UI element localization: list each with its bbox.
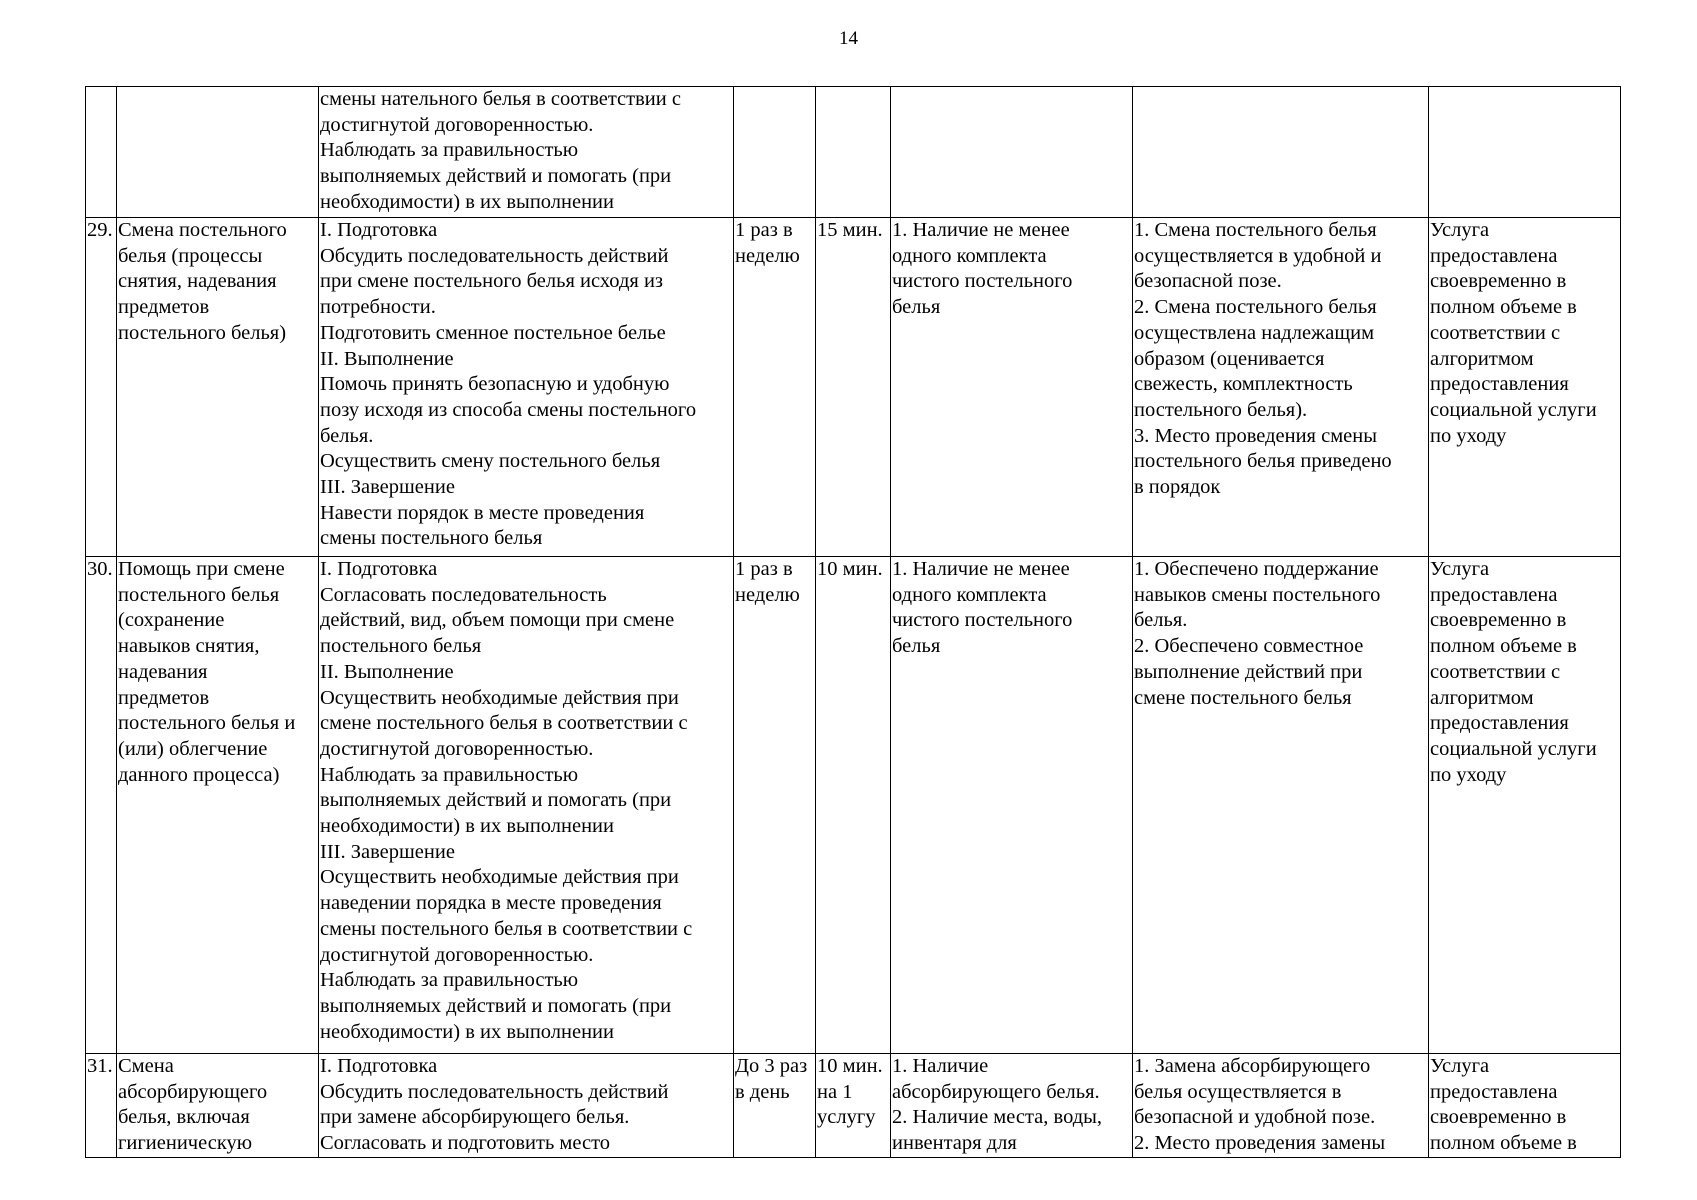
cell-line: белья — [892, 635, 941, 658]
row-number — [86, 557, 117, 1054]
cell-line: безопасной позе. — [1134, 270, 1282, 293]
result-cell — [1429, 218, 1621, 557]
result-cell — [1429, 1054, 1621, 1158]
cell-line: своевременно в — [1430, 609, 1567, 632]
cell-line: 2. Обеспечено совместное — [1134, 635, 1364, 658]
cell-line: осуществлена надлежащим — [1134, 321, 1375, 344]
cell-line: своевременно в — [1430, 1106, 1567, 1129]
cell-line: выполняемых действий и помогать (при — [320, 994, 672, 1017]
duration-cell — [816, 1054, 891, 1158]
procedure-cell — [319, 87, 734, 218]
cell-line: (сохранение — [118, 609, 225, 632]
cell-line: Подготовить сменное постельное белье — [320, 321, 666, 344]
cell-line: белья. — [1134, 609, 1188, 632]
cell-line: 1. Замена абсорбирующего — [1134, 1055, 1371, 1077]
cell-line: белья. — [320, 424, 374, 447]
cell-line: предоставлена — [1430, 583, 1558, 606]
conditions-cell — [891, 557, 1133, 1054]
service-name-cell — [117, 1054, 319, 1158]
cell-line: на 1 — [817, 1080, 853, 1103]
duration-cell — [816, 87, 891, 218]
cell-line: Обсудить последовательность действий — [320, 1080, 669, 1103]
service-name-cell — [117, 87, 319, 218]
table-row — [86, 557, 1621, 1054]
cell-line: Наблюдать за правильностью — [320, 139, 579, 162]
cell-line: Помочь принять безопасную и удобную — [320, 373, 670, 396]
cell-line: 1. Наличие не менее — [892, 558, 1070, 580]
cell-line: смене постельного белья — [1134, 686, 1352, 709]
row-number — [86, 218, 117, 557]
cell-line: Обсудить последовательность действий — [320, 244, 669, 267]
cell-line: при замене абсорбирующего белья. — [320, 1106, 630, 1129]
cell-line: осуществляется в удобной и — [1134, 244, 1382, 267]
cell-line: необходимости) в их выполнении — [320, 815, 614, 838]
result-cell — [1429, 87, 1621, 218]
cell-line: навыков смены постельного — [1134, 583, 1381, 606]
quality-indicators-cell — [1133, 87, 1429, 218]
cell-line: абсорбирующего белья. — [892, 1080, 1100, 1103]
service-name-cell — [117, 557, 319, 1054]
cell-line: Навести порядок в месте проведения — [320, 501, 645, 524]
cell-line: потребности. — [320, 296, 436, 319]
conditions-cell — [891, 87, 1133, 218]
quality-indicators-cell — [1133, 218, 1429, 557]
cell-line: выполнение действий при — [1134, 660, 1363, 683]
row-number-text: 30. — [87, 558, 113, 580]
cell-line: белья, включая — [118, 1106, 250, 1129]
cell-line: Согласовать последовательность — [320, 583, 607, 606]
cell-line: постельного белья приведено — [1134, 450, 1392, 473]
cell-line: услугу — [817, 1106, 876, 1129]
cell-line: алгоритмом — [1430, 347, 1534, 370]
procedure-cell — [319, 557, 734, 1054]
frequency-cell — [734, 557, 816, 1054]
cell-line: данного процесса) — [118, 763, 280, 786]
frequency-cell — [734, 87, 816, 218]
cell-line: навыков снятия, — [118, 635, 260, 658]
cell-line: 15 мин. — [817, 219, 883, 241]
cell-line: белья осуществляется в — [1134, 1080, 1342, 1103]
cell-line: по уходу — [1430, 424, 1507, 447]
cell-line: постельного белья) — [118, 321, 287, 344]
cell-line: смены нательного белья в соответствии с — [320, 88, 681, 110]
cell-line: Услуга — [1430, 1055, 1490, 1077]
cell-line: в день — [735, 1080, 790, 1103]
cell-line: социальной услуги — [1430, 737, 1597, 760]
procedure-cell — [319, 218, 734, 557]
cell-line: II. Выполнение — [320, 347, 454, 370]
cell-line: при смене постельного белья исходя из — [320, 270, 664, 293]
cell-line: белья — [892, 296, 941, 319]
cell-line: III. Завершение — [320, 840, 455, 863]
cell-line: достигнутой договоренностью. — [320, 113, 594, 136]
row-number-text: 31. — [87, 1055, 113, 1077]
quality-indicators-cell — [1133, 557, 1429, 1054]
cell-line: (или) облегчение — [118, 737, 268, 760]
quality-indicators-cell — [1133, 1054, 1429, 1158]
cell-line: соответствии с — [1430, 660, 1561, 683]
cell-line: Согласовать и подготовить место — [320, 1132, 611, 1155]
service-name-cell — [117, 218, 319, 557]
cell-line: Смена — [118, 1055, 174, 1077]
cell-line: 2. Наличие места, воды, — [892, 1106, 1103, 1129]
cell-line: Услуга — [1430, 219, 1490, 241]
cell-line: Осуществить необходимые действия при — [320, 686, 679, 709]
cell-line: одного комплекта — [892, 244, 1047, 267]
table-row — [86, 1054, 1621, 1158]
cell-line: полном объеме в — [1430, 296, 1577, 319]
cell-line: предоставления — [1430, 712, 1569, 735]
cell-line: смене постельного белья в соответствии с — [320, 712, 688, 735]
cell-line: полном объеме в — [1430, 635, 1577, 658]
cell-line: чистого постельного — [892, 609, 1073, 632]
cell-line: выполняемых действий и помогать (при — [320, 789, 672, 812]
cell-line: 2. Место проведения замены — [1134, 1132, 1386, 1155]
cell-line: гигиеническую — [118, 1132, 253, 1155]
cell-line: Помощь при смене — [118, 558, 285, 580]
cell-line: инвентаря для — [892, 1132, 1017, 1155]
cell-line: смены постельного белья — [320, 527, 543, 550]
cell-line: неделю — [735, 244, 800, 267]
cell-line: 1. Наличие не менее — [892, 219, 1070, 241]
cell-line: алгоритмом — [1430, 686, 1534, 709]
cell-line: II. Выполнение — [320, 660, 454, 683]
table-row — [86, 87, 1621, 218]
cell-line: Наблюдать за правильностью — [320, 969, 579, 992]
cell-line: I. Подготовка — [320, 219, 438, 241]
cell-line: своевременно в — [1430, 270, 1567, 293]
cell-line: одного комплекта — [892, 583, 1047, 606]
table-row — [86, 218, 1621, 557]
duration-cell — [816, 557, 891, 1054]
cell-line: Наблюдать за правильностью — [320, 763, 579, 786]
row-number — [86, 1054, 117, 1158]
cell-line: 1. Смена постельного белья — [1134, 219, 1377, 241]
cell-line: предоставления — [1430, 373, 1569, 396]
cell-line: полном объеме в — [1430, 1132, 1577, 1155]
conditions-cell — [891, 1054, 1133, 1158]
cell-line: соответствии с — [1430, 321, 1561, 344]
cell-line: До 3 раз — [735, 1055, 808, 1077]
services-table — [85, 86, 1621, 1158]
cell-line: 10 мин. — [817, 1055, 883, 1077]
cell-line: 3. Место проведения смены — [1134, 424, 1378, 447]
cell-line: наведении порядка в месте проведения — [320, 892, 662, 915]
cell-line: I. Подготовка — [320, 1055, 438, 1077]
cell-line: социальной услуги — [1430, 398, 1597, 421]
cell-line: свежесть, комплектность — [1134, 373, 1353, 396]
cell-line: позу исходя из способа смены постельного — [320, 398, 697, 421]
cell-line: неделю — [735, 583, 800, 606]
row-number — [86, 87, 117, 218]
cell-line: 1. Наличие — [892, 1055, 989, 1077]
cell-line: постельного белья и — [118, 712, 296, 735]
cell-line: 1. Обеспечено поддержание — [1134, 558, 1379, 580]
cell-line: предметов — [118, 296, 210, 319]
cell-line: 1 раз в — [735, 219, 793, 241]
cell-line: предоставлена — [1430, 1080, 1558, 1103]
cell-line: предоставлена — [1430, 244, 1558, 267]
procedure-cell — [319, 1054, 734, 1158]
cell-line: Осуществить смену постельного белья — [320, 450, 661, 473]
cell-line: снятия, надевания — [118, 270, 277, 293]
cell-line: 10 мин. — [817, 558, 883, 580]
cell-line: по уходу — [1430, 763, 1507, 786]
cell-line: необходимости) в их выполнении — [320, 1020, 614, 1043]
duration-cell — [816, 218, 891, 557]
cell-line: в порядок — [1134, 476, 1221, 499]
cell-line: достигнутой договоренностью. — [320, 943, 594, 966]
cell-line: образом (оценивается — [1134, 347, 1325, 370]
cell-line: смены постельного белья в соответствии с — [320, 917, 693, 940]
cell-line: Смена постельного — [118, 219, 287, 241]
cell-line: безопасной и удобной позе. — [1134, 1106, 1376, 1129]
cell-line: абсорбирующего — [118, 1080, 268, 1103]
cell-line: 1 раз в — [735, 558, 793, 580]
cell-line: предметов — [118, 686, 210, 709]
cell-line: постельного белья). — [1134, 398, 1308, 421]
cell-line: действий, вид, объем помощи при смене — [320, 609, 675, 632]
cell-line: постельного белья — [320, 635, 482, 658]
cell-line: надевания — [118, 660, 208, 683]
cell-line: Услуга — [1430, 558, 1490, 580]
page-number: 14 — [839, 28, 858, 49]
cell-line: I. Подготовка — [320, 558, 438, 580]
cell-line: достигнутой договоренностью. — [320, 737, 594, 760]
frequency-cell — [734, 218, 816, 557]
cell-line: Осуществить необходимые действия при — [320, 866, 679, 889]
cell-line: необходимости) в их выполнении — [320, 190, 614, 213]
cell-line: выполняемых действий и помогать (при — [320, 165, 672, 188]
cell-line: чистого постельного — [892, 270, 1073, 293]
row-number-text: 29. — [87, 219, 113, 241]
frequency-cell — [734, 1054, 816, 1158]
result-cell — [1429, 557, 1621, 1054]
cell-line: III. Завершение — [320, 476, 455, 499]
cell-line: постельного белья — [118, 583, 280, 606]
conditions-cell — [891, 218, 1133, 557]
cell-line: белья (процессы — [118, 244, 263, 267]
cell-line: 2. Смена постельного белья — [1134, 296, 1377, 319]
